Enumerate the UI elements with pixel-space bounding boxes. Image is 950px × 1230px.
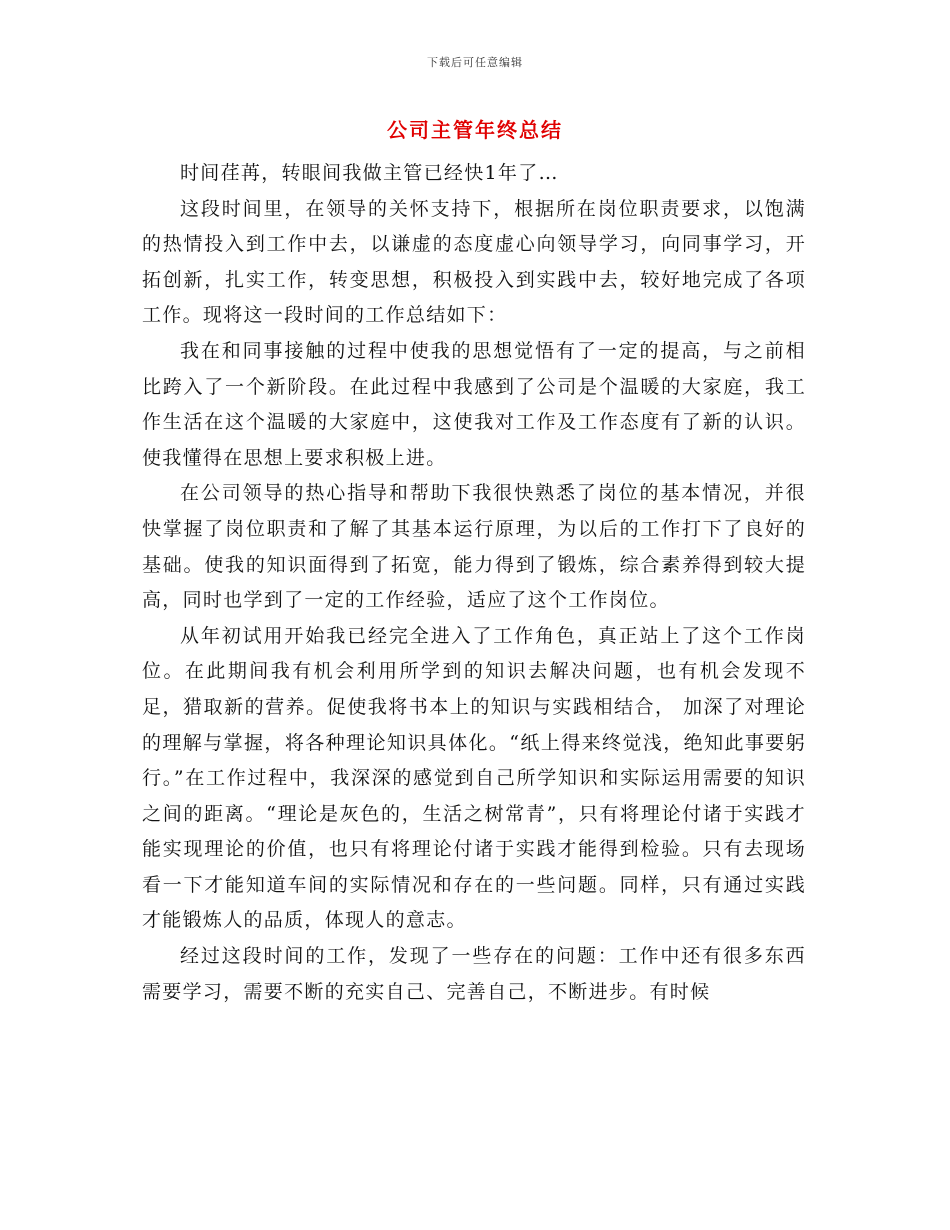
document-body xyxy=(142,156,806,1010)
paragraph: 我在和同事接触的过程中使我的思想觉悟有了一定的提高，与之前相比跨入了一个新阶段。在此过程中我感到了公司是个温暖的大家庭，我工作生活在这个温暖的大家庭中，这使我对工作及工作态度有了新的认识。使我懂得在思想上要求积极上进。 xyxy=(142,339,806,469)
paragraph: 从年初试用开始我已经完全进入了工作角色，真正站上了这个工作岗位。在此期间我有机会利用所学到的知识去解决问题，也有机会发现不足，猎取新的营养。促使我将书本上的知识与实践相结合， 加深了对理论的理解与掌握，将各种理论知识具体化。“纸上得来终觉浅，绝知此事要躬行。”在工作过程中，我深深的感觉到自己所学知识和实际运用需要的知识之间的距离。“理论是灰色的，生活之树常青”，只有将理论付诸于实践才能实现理论的价值，也只有将理论付诸于实践才能得到检验。只有去现场看一下才能知道车间的实际情况和存在的一些问题。同样，只有通过实践才能锻炼人的品质，体现人的意志。 xyxy=(142,624,806,932)
paragraph: 这段时间里，在领导的关怀支持下，根据所在岗位职责要求，以饱满的热情投入到工作中去，以谦虚的态度虚心向领导学习，向同事学习，开拓创新，扎实工作，转变思想，积极投入到实践中去，较好地完成了各项工作。现将这一段时间的工作总结如下： xyxy=(142,197,806,327)
paragraph: 在公司领导的热心指导和帮助下我很快熟悉了岗位的基本情况，并很快掌握了岗位职责和了解了其基本运行原理，为以后的工作打下了良好的基础。使我的知识面得到了拓宽，能力得到了锻炼，综合素养得到较大提高，同时也学到了一定的工作经验，适应了这个工作岗位。 xyxy=(142,482,806,612)
header-note: 下载后可任意编辑 xyxy=(427,56,523,69)
paragraph: 经过这段时间的工作，发现了一些存在的问题：工作中还有很多东西需要学习，需要不断的充实自己、完善自己，不断进步。有时候 xyxy=(142,945,806,1003)
paragraph: 时间荏苒，转眼间我做主管已经快1年了… xyxy=(180,162,559,184)
document-title: 公司主管年终总结 xyxy=(387,118,563,142)
